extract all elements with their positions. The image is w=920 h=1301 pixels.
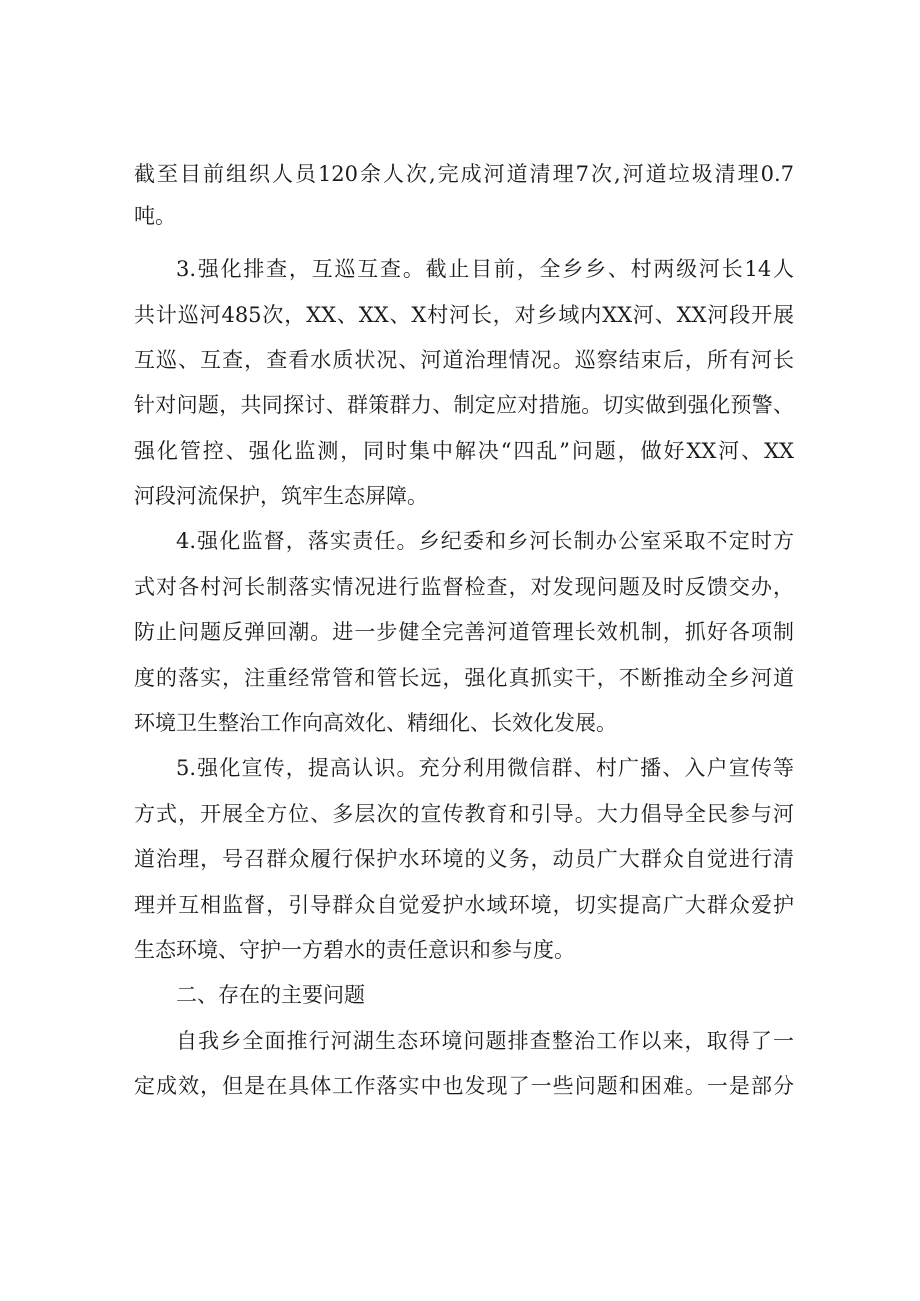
paragraph-5-first-line: 5.强化宣传，提高认识。充分利用微信群、村广播、入户宣传等 [176, 756, 794, 780]
text-line: 针对问题，共同探讨、群策群力、制定应对措施。切实做到强化预警、 [134, 393, 794, 417]
text-line: 共计巡河485次，XX、XX、X村河长，对乡域内XX河、XX河段开展 [134, 303, 794, 327]
text-line: 方式，开展全方位、多层次的宣传教育和引导。大力倡导全民参与河 [134, 802, 794, 826]
text-line: 河段河流保护，筑牢生态屏障。 [134, 484, 428, 508]
text-line: 互巡、互查，查看水质状况、河道治理情况。巡察结束后，所有河长 [134, 348, 794, 372]
text-line: 防止问题反弹回潮。进一步健全完善河道管理长效机制，抓好各项制 [134, 620, 794, 644]
text-line: 吨。 [134, 204, 176, 228]
text-line: 度的落实，注重经常管和管长远，强化真抓实干，不断推动全乡河道 [134, 666, 794, 690]
paragraph-3-first-line: 3.强化排查，互巡互查。截止目前，全乡乡、村两级河长14人 [176, 257, 794, 281]
text-line: 式对各村河长制落实情况进行监督检查，对发现问题及时反馈交办， [134, 575, 794, 599]
text-line: 环境卫生整治工作向高效化、精细化、长效化发展。 [134, 711, 617, 735]
paragraph-first-line: 自我乡全面推行河湖生态环境问题排查整治工作以来，取得了一 [176, 1029, 794, 1053]
text-line: 强化管控、强化监测，同时集中解决“四乱”问题，做好XX河、XX [134, 439, 794, 463]
text-line: 定成效，但是在具体工作落实中也发现了一些问题和困难。一是部分 [134, 1074, 794, 1098]
paragraph-4-first-line: 4.强化监督，落实责任。乡纪委和乡河长制办公室采取不定时方 [176, 529, 794, 553]
text-line: 生态环境、守护一方碧水的责任意识和参与度。 [134, 938, 575, 962]
section-heading: 二、存在的主要问题 [176, 983, 365, 1007]
text-line: 道治理，号召群众履行保护水环境的义务，动员广大群众自觉进行清 [134, 847, 794, 871]
text-line: 理并互相监督，引导群众自觉爱护水域环境，切实提高广大群众爱护 [134, 893, 794, 917]
text-line: 截至目前组织人员120余人次,完成河道清理7次,河道垃圾清理0.7 [134, 162, 794, 186]
